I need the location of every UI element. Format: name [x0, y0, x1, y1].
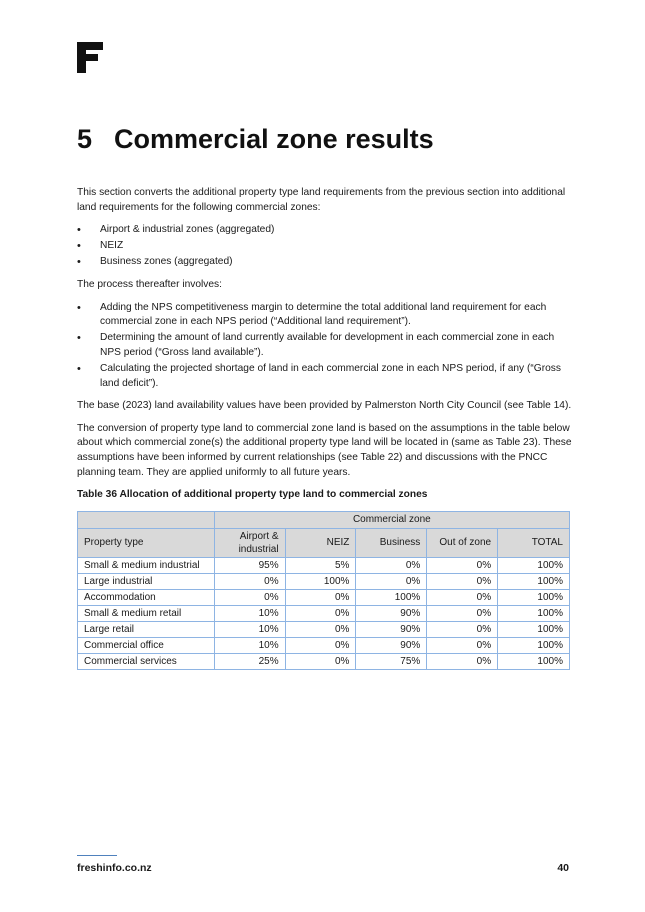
table-cell: 0%: [285, 605, 356, 621]
table-cell: 10%: [214, 605, 285, 621]
zones-list: [77, 223, 572, 270]
table-cell: 90%: [356, 637, 427, 653]
table-cell: 100%: [285, 573, 356, 589]
footer-site-link[interactable]: freshinfo.co.nz: [77, 862, 152, 874]
section-number: 5: [77, 124, 93, 154]
row-label: Large retail: [78, 621, 215, 637]
list-item: • Calculating the projected shortage of land in each commercial zone in each NPS period, if any (“Gross land deficit”).: [77, 362, 572, 391]
list-item: • Adding the NPS competitiveness margin to determine the total additional land requirement for each commercial zone in each NPS period (“Additional land requirement”).: [77, 301, 572, 330]
table-cell: 10%: [214, 621, 285, 637]
table-cell: 0%: [214, 573, 285, 589]
section-title: Commercial zone results: [114, 124, 434, 154]
row-label: Large industrial: [78, 573, 215, 589]
row-label: Small & medium retail: [78, 605, 215, 621]
table-cell: 0%: [285, 653, 356, 669]
list-item: • NEIZ: [77, 239, 572, 254]
table-cell: 0%: [214, 589, 285, 605]
table-cell: 0%: [427, 637, 498, 653]
table-cell: 75%: [356, 653, 427, 669]
table-cell: 0%: [427, 589, 498, 605]
table-cell: 5%: [285, 557, 356, 573]
row-label: Commercial office: [78, 637, 215, 653]
table-cell: 100%: [498, 573, 570, 589]
base-availability-paragraph: The base (2023) land availability values have been provided by Palmerston North City Council (see Table 14).: [77, 400, 572, 412]
table-cell: 0%: [427, 653, 498, 669]
list-item: • Business zones (aggregated): [77, 255, 572, 270]
table-cell: 0%: [285, 637, 356, 653]
table-row: [78, 621, 570, 637]
table-row-header: Property type: [78, 528, 215, 557]
footer-divider: [77, 855, 117, 856]
table-cell: 0%: [427, 557, 498, 573]
table-cell: 100%: [498, 557, 570, 573]
table-cell: 0%: [427, 621, 498, 637]
table-row: [78, 653, 570, 669]
table-row: [78, 637, 570, 653]
table-cell: 0%: [427, 605, 498, 621]
page-number: 40: [557, 862, 569, 874]
row-label: Commercial services: [78, 653, 215, 669]
allocation-table: [77, 511, 570, 670]
brand-logo-icon: [77, 42, 103, 73]
table-cell: 25%: [214, 653, 285, 669]
table-column-header: Business: [356, 528, 427, 557]
table-caption: Table 36 Allocation of additional property type land to commercial zones: [77, 489, 428, 501]
table-cell: 100%: [498, 653, 570, 669]
table-corner-cell: [78, 511, 215, 528]
table-column-header: TOTAL: [498, 528, 570, 557]
table-cell: 0%: [356, 573, 427, 589]
table-cell: 95%: [214, 557, 285, 573]
table-cell: 90%: [356, 621, 427, 637]
table-cell: 10%: [214, 637, 285, 653]
list-item: • Determining the amount of land currently available for development in each commercial zone in each NPS period (“Gross land available”).: [77, 331, 572, 360]
row-label: Small & medium industrial: [78, 557, 215, 573]
process-intro: The process thereafter involves:: [77, 278, 222, 290]
table-cell: 100%: [498, 637, 570, 653]
table-column-header: Out of zone: [427, 528, 498, 557]
table-column-header: NEIZ: [285, 528, 356, 557]
table-cell: 0%: [285, 589, 356, 605]
table-cell: 0%: [356, 557, 427, 573]
table-cell: 100%: [498, 605, 570, 621]
table-cell: 90%: [356, 605, 427, 621]
table-group-header: Commercial zone: [214, 511, 569, 528]
table-row: [78, 573, 570, 589]
table-row: [78, 557, 570, 573]
row-label: Accommodation: [78, 589, 215, 605]
section-heading: [77, 124, 434, 155]
intro-paragraph: This section converts the additional property type land requirements from the previous section into additional land requirements for the following commercial zones:: [77, 187, 566, 213]
table-cell: 0%: [285, 621, 356, 637]
list-item: • Airport & industrial zones (aggregated): [77, 223, 572, 238]
table-column-header: Airport & industrial: [214, 528, 285, 557]
body-content: [77, 186, 572, 670]
process-list: [77, 301, 572, 392]
table-row: [78, 589, 570, 605]
table-cell: 100%: [498, 589, 570, 605]
table-row: [78, 605, 570, 621]
table-cell: 100%: [356, 589, 427, 605]
table-cell: 0%: [427, 573, 498, 589]
conversion-paragraph: The conversion of property type land to commercial zone land is based on the assumptions in the table below about which commercial zone(s) the additional property type land will be located in (same as Table 23). These assumptions have been informed by current relationships (see Table 22) and discussions with the PNCC planning team. They are applied uniformly to all future years.: [77, 422, 572, 478]
table-cell: 100%: [498, 621, 570, 637]
